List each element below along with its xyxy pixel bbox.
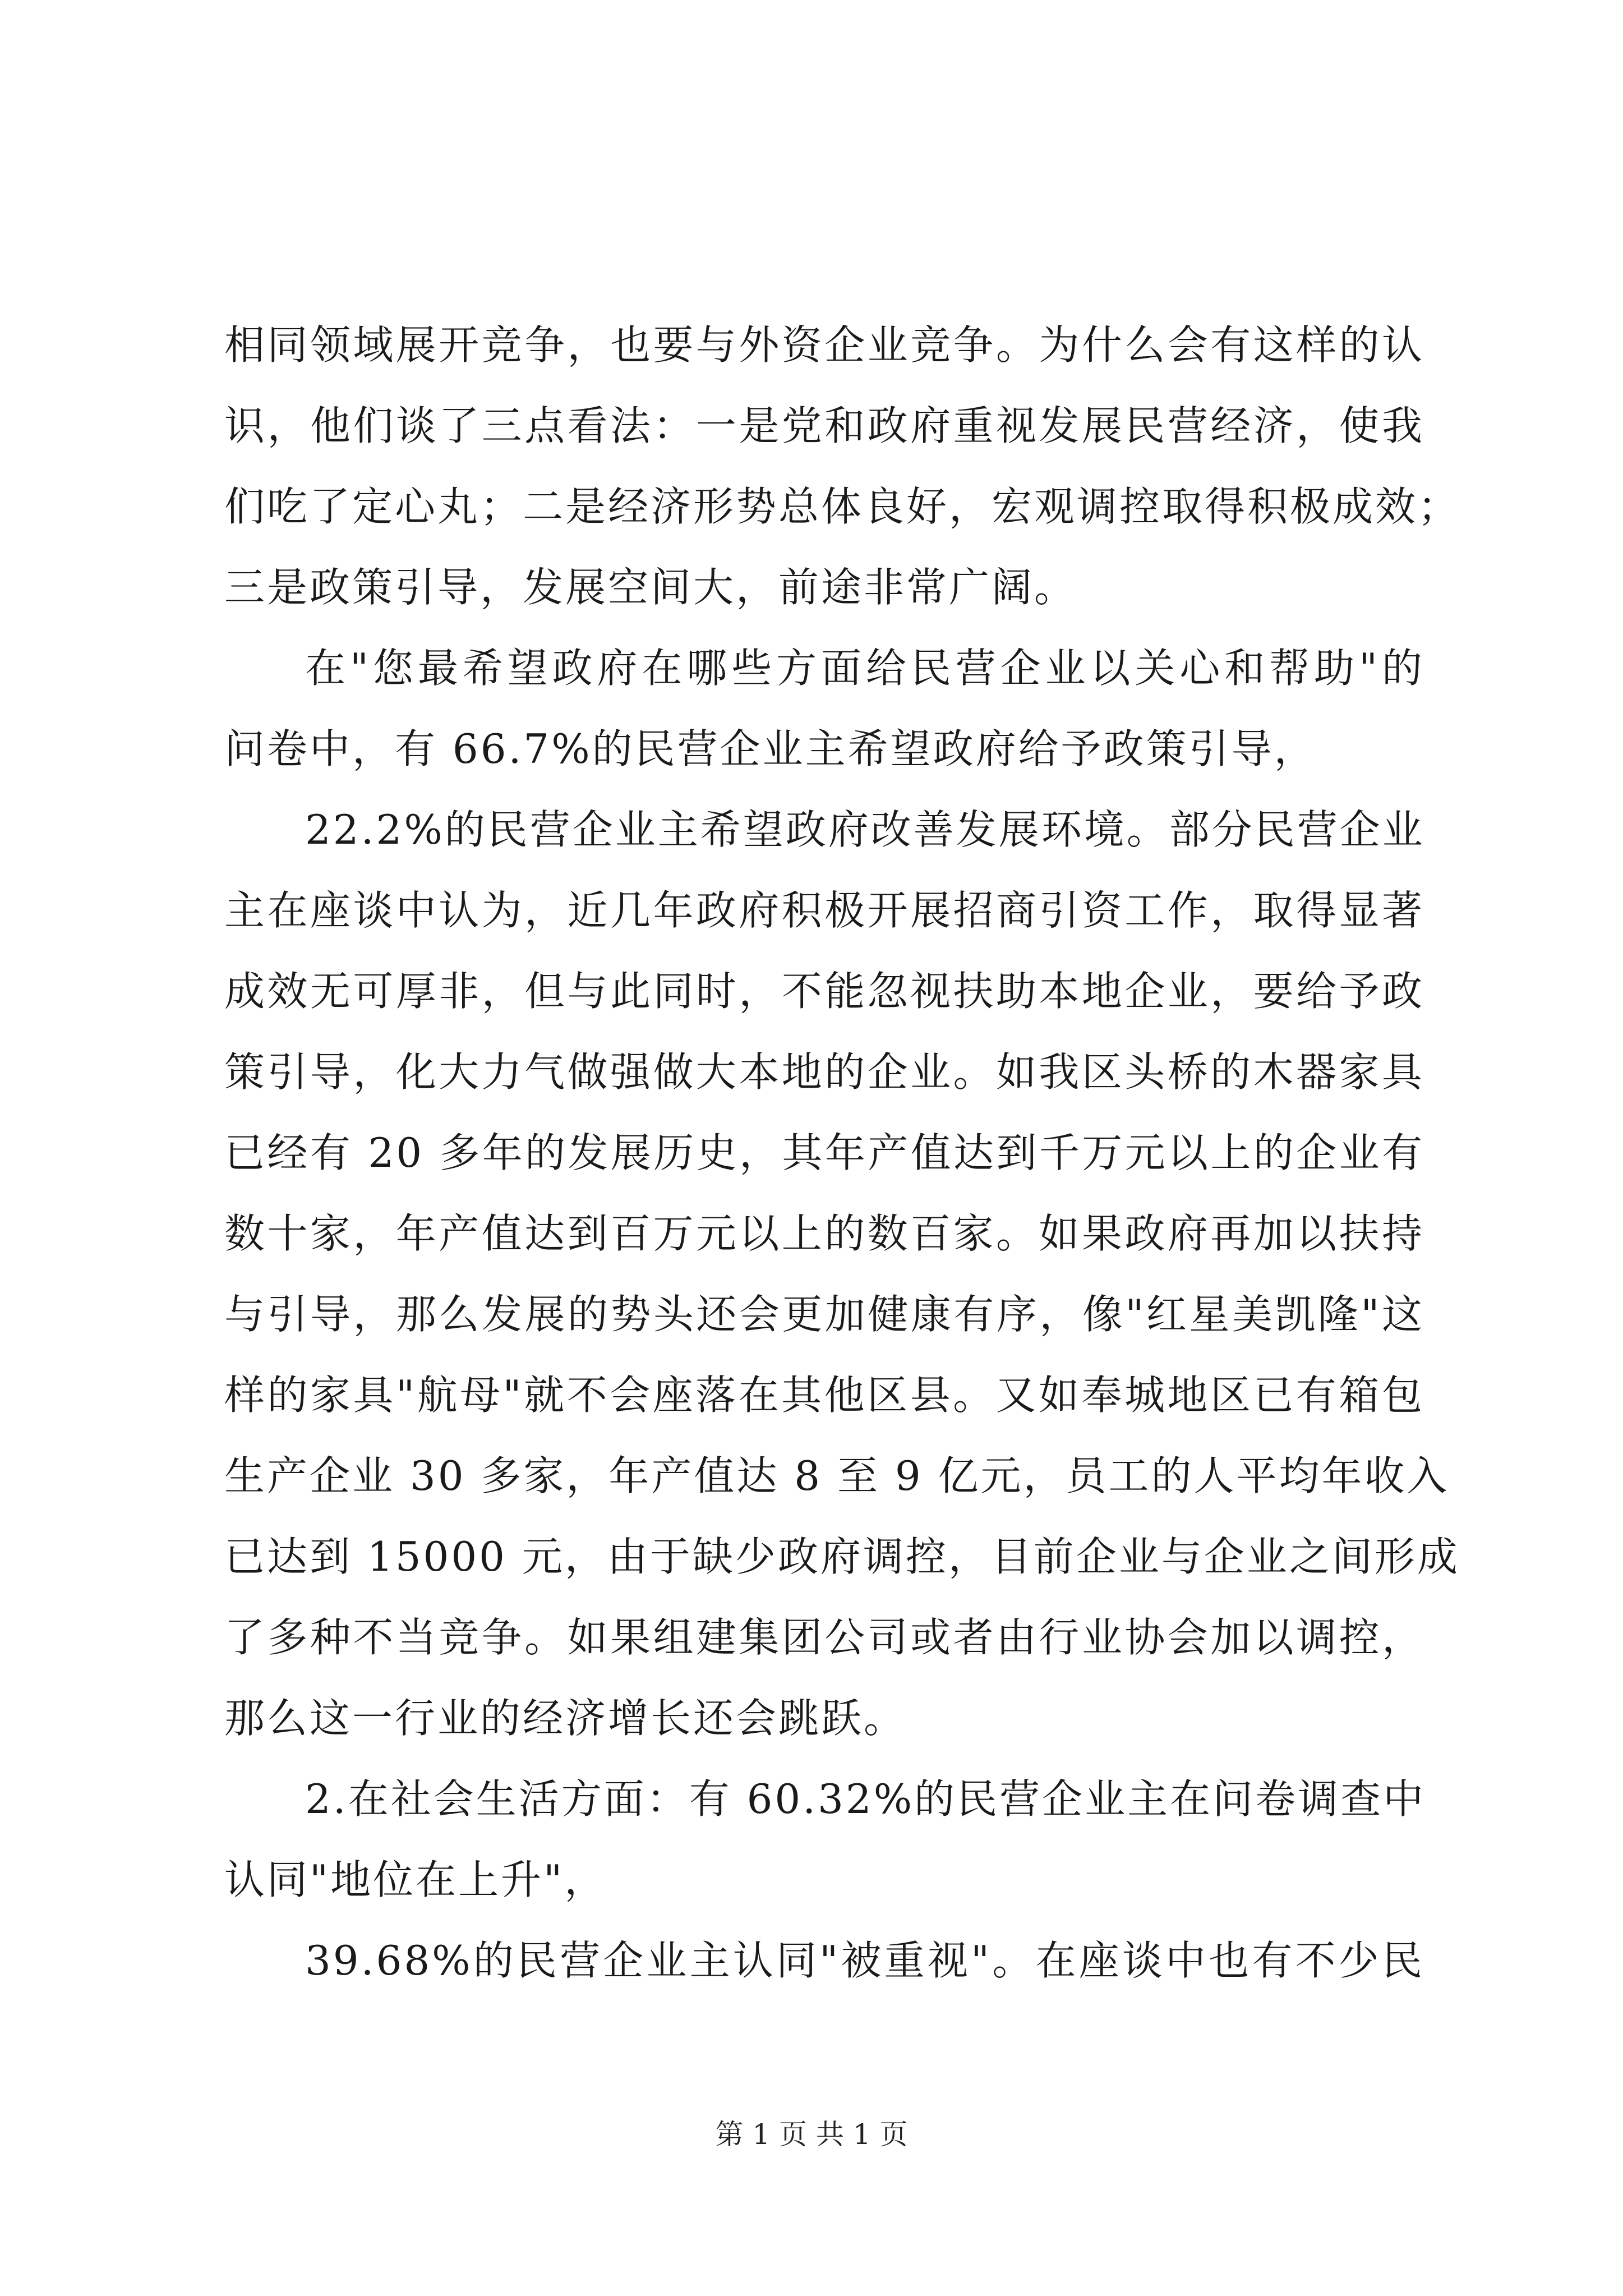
text-line: 问卷中，有 66.7%的民营企业主希望政府给予政策引导，	[224, 725, 1317, 772]
text-line: 数十家，年产值达到百万元以上的数百家。如果政府再加以扶持	[224, 1210, 1424, 1257]
text-line: 策引导，化大力气做强做大本地的企业。如我区头桥的木器家具	[224, 1048, 1424, 1096]
text-line: 2.在社会生活方面：有 60.32%的民营企业主在问卷调查中	[305, 1775, 1426, 1823]
text-line: 认同"地位在上升"，	[224, 1856, 607, 1903]
text-line: 三是政策引导，发展空间大，前途非常广阔。	[224, 564, 1077, 611]
text-line: 主在座谈中认为，近几年政府积极开展招商引资工作，取得显著	[224, 887, 1424, 934]
text-line: 成效无可厚非，但与此同时，不能忽视扶助本地企业，要给予政	[224, 968, 1424, 1015]
text-line: 已达到 15000 元，由于缺少政府调控，目前企业与企业之间形成	[224, 1533, 1460, 1580]
text-line: 39.68%的民营企业主认同"被重视"。在座谈中也有不少民	[305, 1937, 1424, 1984]
text-line: 已经有 20 多年的发展历史，其年产值达到千万元以上的企业有	[224, 1129, 1424, 1176]
text-line: 识，他们谈了三点看法：一是党和政府重视发展民营经济，使我	[224, 402, 1424, 449]
text-line: 22.2%的民营企业主希望政府改善发展环境。部分民营企业	[305, 806, 1425, 853]
text-line: 了多种不当竞争。如果组建集团公司或者由行业协会加以调控，	[224, 1614, 1424, 1661]
text-line: 在"您最希望政府在哪些方面给民营企业以关心和帮助"的	[305, 645, 1424, 692]
text-line: 那么这一行业的经济增长还会跳跃。	[224, 1695, 907, 1742]
text-line: 相同领域展开竞争，也要与外资企业竞争。为什么会有这样的认	[224, 321, 1424, 369]
text-line: 与引导，那么发展的势头还会更加健康有序，像"红星美凯隆"这	[224, 1291, 1424, 1338]
text-line: 们吃了定心丸；二是经济形势总体良好，宏观调控取得积极成效；	[224, 483, 1461, 530]
page-number-label: 第 1 页 共 1 页	[715, 2118, 908, 2151]
text-line: 样的家具"航母"就不会座落在其他区县。又如奉城地区已有箱包	[224, 1372, 1424, 1419]
text-line: 生产企业 30 多家，年产值达 8 至 9 亿元，员工的人平均年收入	[224, 1452, 1450, 1499]
page-footer	[0, 2115, 1623, 2154]
